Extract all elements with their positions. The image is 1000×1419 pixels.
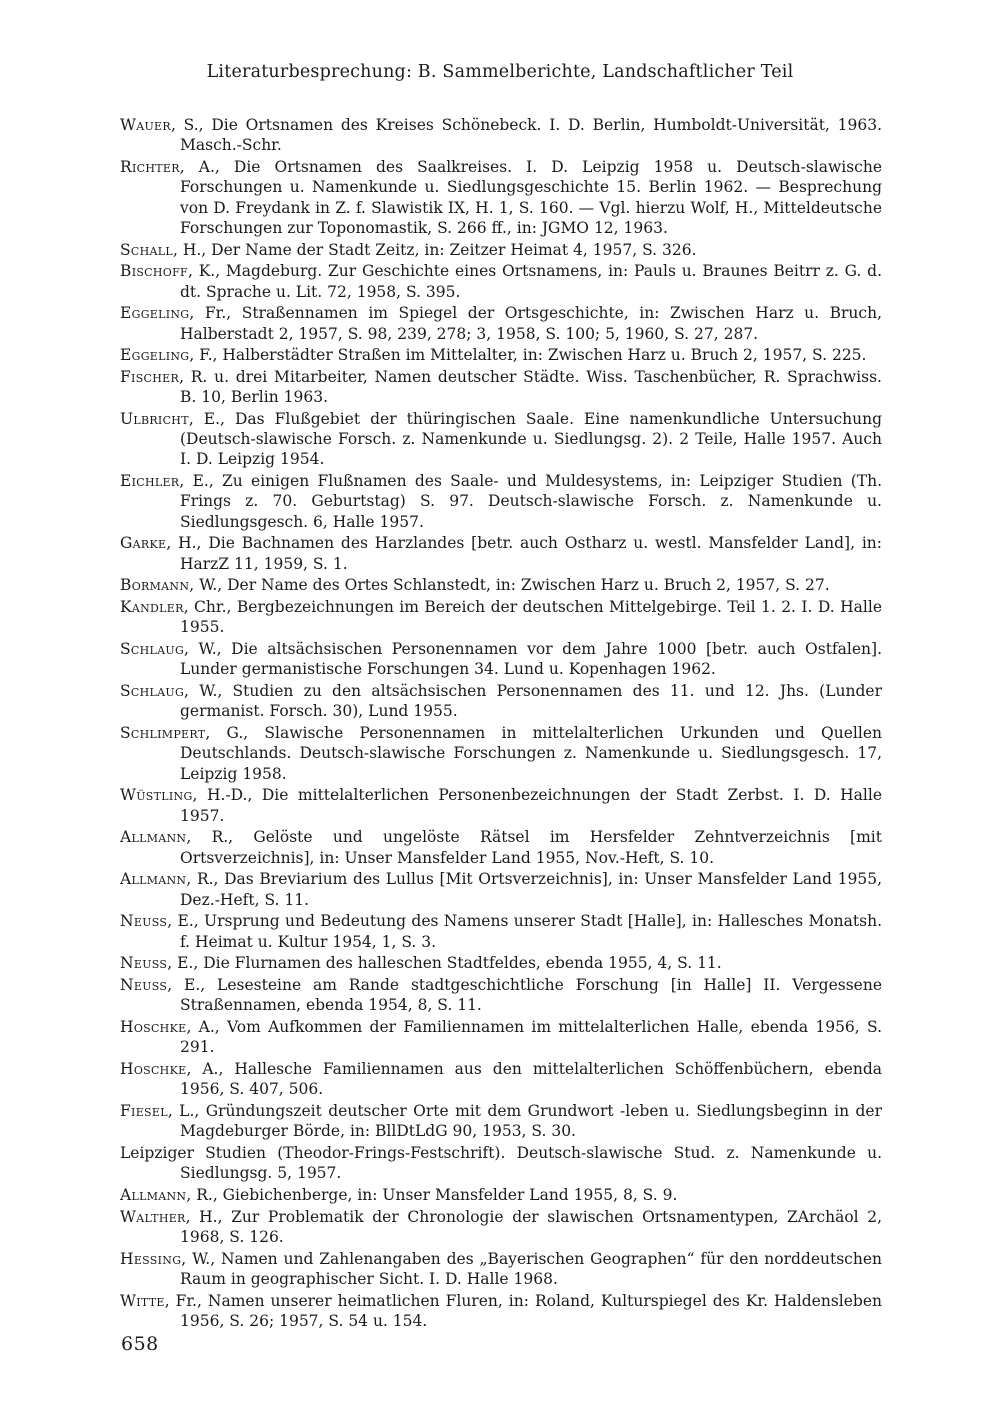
bibliography-entry bbox=[120, 1207, 882, 1248]
bibliography-entry bbox=[120, 723, 882, 784]
entry-author: Neuss bbox=[120, 912, 168, 931]
entry-author: Hoschke bbox=[120, 1059, 187, 1078]
entry-author: Hoschke bbox=[120, 1017, 187, 1036]
entry-author: Fiesel bbox=[120, 1101, 168, 1120]
entry-text: , E., Das Flußgebiet der thüringischen Saale. Eine namenkundliche Untersuchung (Deutsch-slawische Forsch. z. Namenkunde u. Siedlungsg. 2). 2 Teile, Halle 1957. Auch I. D. Leipzig 1954. bbox=[180, 409, 882, 469]
bibliography-entry bbox=[120, 367, 882, 408]
bibliography-entry bbox=[120, 869, 882, 910]
entry-text: , E., Lesesteine am Rande stadtgeschichtliche Forschung [in Halle] II. Vergessene Straßennamen, ebenda 1954, 8, S. 11. bbox=[167, 975, 882, 1015]
entry-text: , H., Der Name der Stadt Zeitz, in: Zeitzer Heimat 4, 1957, S. 326. bbox=[172, 240, 697, 259]
entry-author: Eichler bbox=[120, 472, 180, 491]
entry-author: Allmann bbox=[120, 1185, 187, 1204]
entry-text: , H., Zur Problematik der Chronologie der slawischen Ortsnamentypen, ZArchäol 2, 1968, S. 126. bbox=[180, 1207, 882, 1246]
bibliography-entry bbox=[120, 827, 882, 868]
bibliography-entry bbox=[120, 1017, 882, 1058]
entry-text: , G., Slawische Personennamen in mittelalterlichen Urkunden und Quellen Deutschlands. Deutsch-slawische Forschungen z. Namenkunde u. Siedlungsgesch. 17, Leipzig 1958. bbox=[180, 724, 882, 783]
bibliography-entry bbox=[120, 575, 882, 595]
entry-author: Allmann bbox=[120, 870, 187, 889]
bibliography-entry bbox=[120, 681, 882, 722]
entry-text: , H., Die Bachnamen des Harzlandes [betr. auch Ostharz u. westl. Mansfelder Land], in: HarzZ 11, 1959, S. 1. bbox=[166, 534, 882, 573]
running-head: Literaturbesprechung: B. Sammelberichte, Landschaftlicher Teil bbox=[206, 62, 794, 82]
entry-author: Richter bbox=[120, 157, 180, 176]
bibliography-entry bbox=[120, 1059, 882, 1100]
entry-author: Bormann bbox=[120, 576, 190, 595]
entry-text: , R., Das Breviarium des Lullus [Mit Ortsverzeichnis], in: Unser Mansfelder Land 1955, Dez.-Heft, S. 11. bbox=[180, 870, 882, 909]
entry-author: Allmann bbox=[120, 828, 187, 847]
entry-author: Schlimpert bbox=[120, 724, 206, 743]
bibliography-entry bbox=[120, 261, 882, 302]
entry-author: Neuss bbox=[120, 954, 168, 973]
bibliography-entry bbox=[120, 1291, 882, 1332]
entry-text: , L., Gründungszeit deutscher Orte mit dem Grundwort -leben u. Siedlungsbeginn in der Magdeburger Börde, in: BllDtLdG 90, 1953, S. 30. bbox=[167, 1101, 882, 1141]
entry-text: Leipziger Studien (Theodor-Frings-Festschrift). Deutsch-slawische Stud. z. Namenkunde u. Siedlungsg. 5, 1957. bbox=[120, 1143, 882, 1183]
bibliography-entry bbox=[120, 471, 882, 532]
bibliography-entry bbox=[120, 1143, 882, 1184]
bibliography-entry bbox=[120, 240, 882, 260]
bibliography-entry bbox=[120, 1101, 882, 1142]
entry-author: Fischer bbox=[120, 367, 180, 386]
entry-author: Ulbricht bbox=[120, 409, 189, 428]
entry-text: , E., Die Flurnamen des halleschen Stadtfeldes, ebenda 1955, 4, S. 11. bbox=[167, 954, 722, 973]
bibliography-entry bbox=[120, 115, 882, 156]
bibliography-entry bbox=[120, 639, 882, 680]
entry-text: , R., Giebichenberge, in: Unser Mansfelder Land 1955, 8, S. 9. bbox=[186, 1185, 678, 1204]
entry-text: , Fr., Straßennamen im Spiegel der Ortsgeschichte, in: Zwischen Harz u. Bruch, Halberstadt 2, 1957, S. 98, 239, 278; 3, 1958, S. 100; 5, 1960, S. 27, 287. bbox=[180, 304, 882, 343]
entry-text: , Chr., Bergbezeichnungen im Bereich der deutschen Mittelgebirge. Teil 1. 2. I. D. Halle 1955. bbox=[180, 598, 882, 637]
entry-author: Hessing bbox=[120, 1249, 182, 1268]
entry-text: , W., Namen und Zahlenangaben des „Bayerischen Geographen“ für den norddeutschen Raum in geographischer Sicht. I. D. Halle 1968. bbox=[180, 1249, 882, 1288]
entry-author: Kandler bbox=[120, 598, 184, 617]
entry-author: Schall bbox=[120, 240, 173, 259]
entry-author: Witte bbox=[120, 1291, 165, 1310]
bibliography-entry bbox=[120, 1185, 882, 1205]
bibliography-entry bbox=[120, 303, 882, 344]
entry-text: , W., Studien zu den altsächsischen Personennamen des 11. und 12. Jhs. (Lunder germanist. Forsch. 30), Lund 1955. bbox=[180, 682, 882, 721]
entry-text: , R. u. drei Mitarbeiter, Namen deutscher Städte. Wiss. Taschenbücher, R. Sprachwiss. B. 10, Berlin 1963. bbox=[179, 367, 882, 407]
entry-text: , W., Die altsächsischen Personennamen vor dem Jahre 1000 [betr. auch Ostfalen]. Lunder germanistische Forschungen 34. Lund u. Kopenhagen 1962. bbox=[180, 640, 882, 679]
entry-text: , E., Zu einigen Flußnamen des Saale- und Muldesystems, in: Leipziger Studien (Th. Frings z. 70. Geburtstag) S. 97. Deutsch-slawische Forsch. z. Namenkunde u. Siedlungsgesch. 6, Halle 1957. bbox=[179, 472, 882, 531]
entry-text: , A., Hallesche Familiennamen aus den mittelalterlichen Schöffenbüchern, ebenda 1956, S. 407, 506. bbox=[180, 1059, 882, 1099]
entry-author: Eggeling bbox=[120, 346, 190, 365]
entry-author: Eggeling bbox=[120, 304, 190, 323]
bibliography-entry bbox=[120, 533, 882, 574]
entry-author: Schlaug bbox=[120, 640, 185, 659]
bibliography-entry bbox=[120, 597, 882, 638]
bibliography-entry bbox=[120, 911, 882, 952]
bibliography-entry bbox=[120, 345, 882, 365]
entry-author: Bischoff bbox=[120, 262, 188, 281]
bibliography-list bbox=[120, 115, 882, 1333]
entry-text: , K., Magdeburg. Zur Geschichte eines Ortsnamens, in: Pauls u. Braunes Beitrr z. G. d. dt. Sprache u. Lit. 72, 1958, S. 395. bbox=[180, 262, 882, 301]
entry-text: , A., Vom Aufkommen der Familiennamen im mittelalterlichen Halle, ebenda 1956, S. 291. bbox=[180, 1017, 882, 1057]
entry-text: , R., Gelöste und ungelöste Rätsel im Hersfelder Zehntverzeichnis [mit Ortsverzeichnis], in: Unser Mansfelder Land 1955, Nov.-Heft, S. 10. bbox=[180, 828, 882, 867]
entry-author: Wüstling bbox=[120, 786, 193, 805]
entry-author: Walther bbox=[120, 1207, 186, 1226]
entry-text: , A., Die Ortsnamen des Saalkreises. I. D. Leipzig 1958 u. Deutsch-slawische Forschungen u. Namenkunde u. Siedlungsgeschichte 15. Berlin 1962. — Besprechung von D. Freydank in Z. f. Slawistik IX, H. 1, S. 160. — Vgl. hierzu Wolf, H., Mitteldeutsche Forschungen zur Toponomastik, S. 266 ff., in: JGMO 12, 1963. bbox=[179, 157, 882, 237]
entry-author: Wauer bbox=[120, 116, 171, 134]
bibliography-entry bbox=[120, 953, 882, 973]
entry-text: , F., Halberstädter Straßen im Mittelalter, in: Zwischen Harz u. Bruch 2, 1957, S. 225. bbox=[189, 346, 867, 365]
entry-text: , S., Die Ortsnamen des Kreises Schönebeck. I. D. Berlin, Humboldt-Universität, 1963. Masch.-Schr. bbox=[170, 116, 882, 155]
bibliography-entry bbox=[120, 975, 882, 1016]
entry-author: Schlaug bbox=[120, 682, 185, 701]
bibliography-entry bbox=[120, 409, 882, 470]
bibliography-entry bbox=[120, 1249, 882, 1290]
entry-text: , E., Ursprung und Bedeutung des Namens unserer Stadt [Halle], in: Hallesches Monatsh. f. Heimat u. Kultur 1954, 1, S. 3. bbox=[167, 912, 882, 951]
entry-text: , W., Der Name des Ortes Schlanstedt, in: Zwischen Harz u. Bruch 2, 1957, S. 27. bbox=[189, 576, 830, 595]
bibliography-entry bbox=[120, 157, 882, 238]
page-number: 658 bbox=[121, 1333, 159, 1355]
bibliography-entry bbox=[120, 785, 882, 826]
entry-text: , H.-D., Die mittelalterlichen Personenbezeichnungen der Stadt Zerbst. I. D. Halle 1957. bbox=[180, 786, 882, 825]
entry-text: , Fr., Namen unserer heimatlichen Fluren, in: Roland, Kulturspiegel des Kr. Haldensleben 1956, S. 26; 1957, S. 54 u. 154. bbox=[164, 1291, 882, 1330]
entry-author: Garke bbox=[120, 534, 167, 553]
entry-author: Neuss bbox=[120, 975, 168, 994]
